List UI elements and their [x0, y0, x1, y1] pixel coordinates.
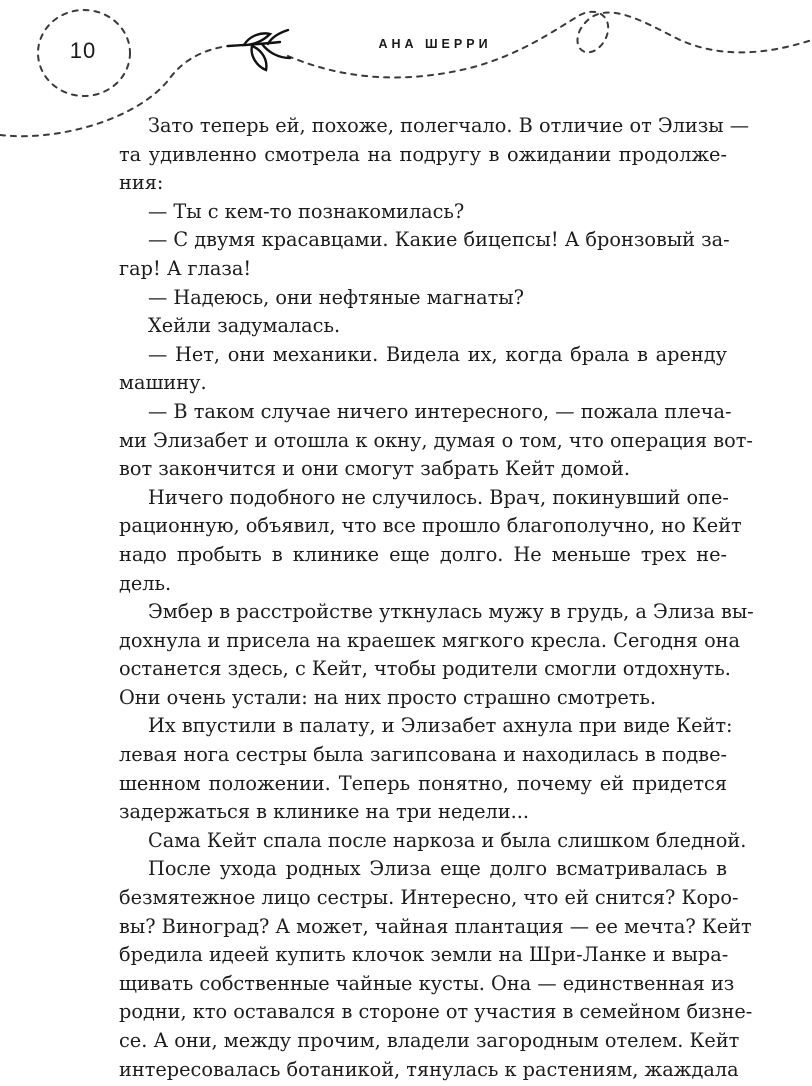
text-line: гар! А глаза! — [119, 256, 252, 280]
text-line: Сама Кейт спала после наркоза и была слишком бледной. — [148, 828, 747, 852]
text-line: та удивленно смотрела на подругу в ожидании продолже- — [119, 142, 727, 166]
text-line: машину. — [119, 371, 207, 395]
text-line: родни, кто оставался в стороне от участия в семейном бизне- — [119, 1000, 753, 1024]
text-line: се. А они, между прочим, владели загородным отелем. Кейт — [119, 1029, 740, 1052]
text-line: шенном положении. Теперь понятно, почему ей придется — [119, 771, 727, 795]
text-line: щивать собственные чайные кусты. Она — единственная из — [119, 971, 735, 995]
text-line: — Надеюсь, они нефтяные магнаты? — [148, 285, 524, 309]
text-line: бредила идеей купить клочок земли на Шри-Ланке и выра- — [119, 943, 729, 967]
text-line: — Нет, они механики. Видела их, когда брала в аренду — [148, 342, 727, 366]
page-number: 10 — [69, 38, 97, 63]
text-line: После ухода родных Элиза еще долго всматривалась в — [148, 857, 727, 881]
text-line: дохнула и присела на краешек мягкого кресла. Сегодня она — [119, 628, 741, 652]
text-line: Эмбер в расстройстве уткнулась мужу в грудь, а Элиза вы- — [148, 600, 754, 624]
text-line: надо пробыть в клинике еще долго. Не меньше трех не- — [119, 542, 727, 566]
text-line: левая нога сестры была загипсована и находилась в подве- — [119, 743, 727, 767]
text-line: безмятежное лицо сестры. Интересно, что ей снится? Коро- — [119, 886, 739, 910]
text-line: — В таком случае ничего интересного, — пожала плеча- — [148, 399, 732, 423]
body-text — [119, 112, 754, 1084]
text-line: вы? Виноград? А может, чайная плантация — ее мечта? Кейт — [119, 914, 752, 938]
running-head-author: АНА ШЕРРИ — [378, 37, 492, 51]
text-line: дель. — [119, 571, 172, 595]
text-line: Хейли задумалась. — [148, 314, 341, 338]
text-line: ния: — [119, 171, 164, 195]
text-line: — С двумя красавцами. Какие бицепсы! А бронзовый за- — [148, 228, 730, 252]
text-line: Их впустили в палату, и Элизабет ахнула при виде Кейт: — [148, 714, 733, 738]
text-line: задержаться в клинике на три недели... — [119, 800, 530, 824]
text-line: Ничего подобного не случилось. Врач, покинувший опе- — [148, 485, 729, 509]
text-line: Зато теперь ей, похоже, полегчало. В отличие от Элизы — — [148, 114, 750, 137]
text-line: вот закончится и они смогут забрать Кейт домой. — [119, 457, 631, 481]
text-line: ми Элизабет и отошла к окну, думая о том, что операция вот- — [119, 428, 753, 452]
text-line: Они очень устали: на них просто страшно смотреть. — [119, 685, 657, 709]
leaf-sprig-icon — [228, 30, 290, 70]
text-line: останется здесь, с Кейт, чтобы родители смогли отдохнуть. — [119, 657, 731, 681]
text-line: рационную, объявил, что все прошло благополучно, но Кейт — [119, 514, 742, 538]
text-line: — Ты с кем-то познакомилась? — [148, 199, 465, 223]
text-line: интересовалась ботаникой, тянулась к растениям, жаждала — [119, 1057, 739, 1081]
